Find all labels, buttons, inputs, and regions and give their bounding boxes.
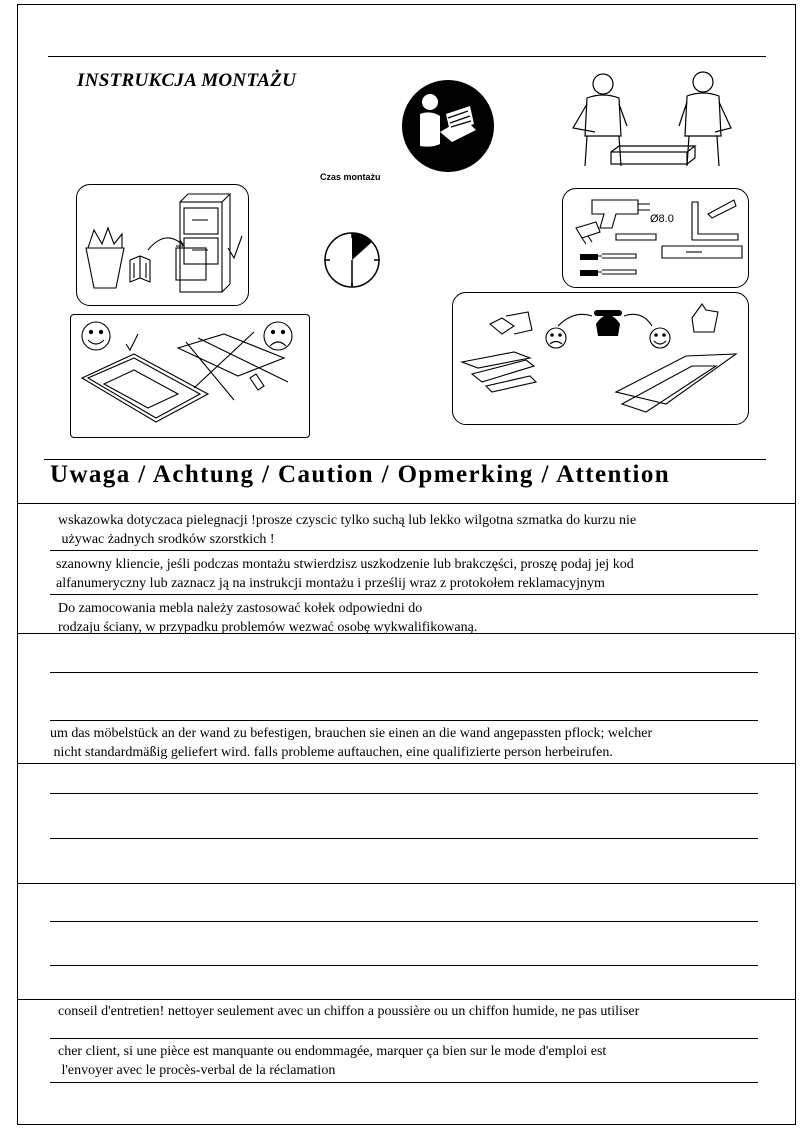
section-rule [17, 999, 796, 1000]
two-people-icon [565, 66, 745, 171]
rule-fr-2 [50, 1082, 758, 1083]
note-pl-damage: szanowny kliencie, jeśli podczas montażu stwierdzisz uszkodzenie lub brakczęści, proszę podaj jej kod alfanumeryczny lub zaznacz ją na instrukcji montażu i prześlij wraz z protokołem reklamacyjnym [56, 557, 634, 591]
drill-size-label: Ø8.0 [650, 213, 674, 225]
rule-fr-1 [50, 1038, 758, 1039]
read-manual-icon [400, 78, 496, 174]
clock-icon [322, 230, 382, 290]
heading-underline [17, 503, 796, 504]
note-pl-wall-mount: Do zamocowania mebla należy zastosować kołek odpowiedni do rodzaju ściany, w przypadku problemów wezwać osobę wykwalifikowaną. [58, 601, 478, 635]
warning-heading: Uwaga / Achtung / Caution / Opmerking / Attention [50, 461, 671, 488]
top-rule [48, 56, 766, 57]
section-rule-de [17, 763, 796, 764]
heading-rule [44, 459, 766, 460]
blank-rule [50, 838, 758, 839]
rule-de-top [50, 720, 758, 721]
blank-rule [50, 793, 758, 794]
section-rule-pl [17, 633, 796, 634]
rule-pl-2 [50, 594, 758, 595]
blank-rule [50, 921, 758, 922]
note-pl-care: wskazowka dotyczaca pielegnacji !prosze czyscic tylko suchą lub lekko wilgotna szmatka do kurzu nie używac żadnych srodków szorstkich ! [58, 513, 637, 547]
packaging-recycling-illustration [80, 188, 246, 302]
note-fr-care: conseil d'entretien! nettoyer seulement avec un chiffon a poussière ou un chiffon humide, ne pas utiliser [58, 1004, 640, 1019]
missing-parts-call-illustration [456, 296, 746, 422]
note-fr-damage: cher client, si une pièce est manquante ou endommagée, marquer ça bien sur le mode d'emploi est l'envoyer avec le procès-verbal de la réclamation [58, 1044, 607, 1078]
rule-pl-1 [50, 550, 758, 551]
tools-icon [566, 192, 746, 286]
page-title: INSTRUKCJA MONTAŻU [77, 70, 297, 91]
assemble-on-soft-surface-illustration [74, 318, 306, 434]
blank-rule [50, 672, 758, 673]
section-rule [17, 883, 796, 884]
note-de-wall-mount: um das möbelstück an der wand zu befestigen, brauchen sie einen an die wand angepassten pflock; welcher nicht standardmäßig geliefert wird. falls probleme auftauchen, eine qualifizierte person herbeirufen. [50, 726, 653, 760]
assembly-time-label: Czas montażu [320, 172, 381, 182]
blank-rule [50, 965, 758, 966]
